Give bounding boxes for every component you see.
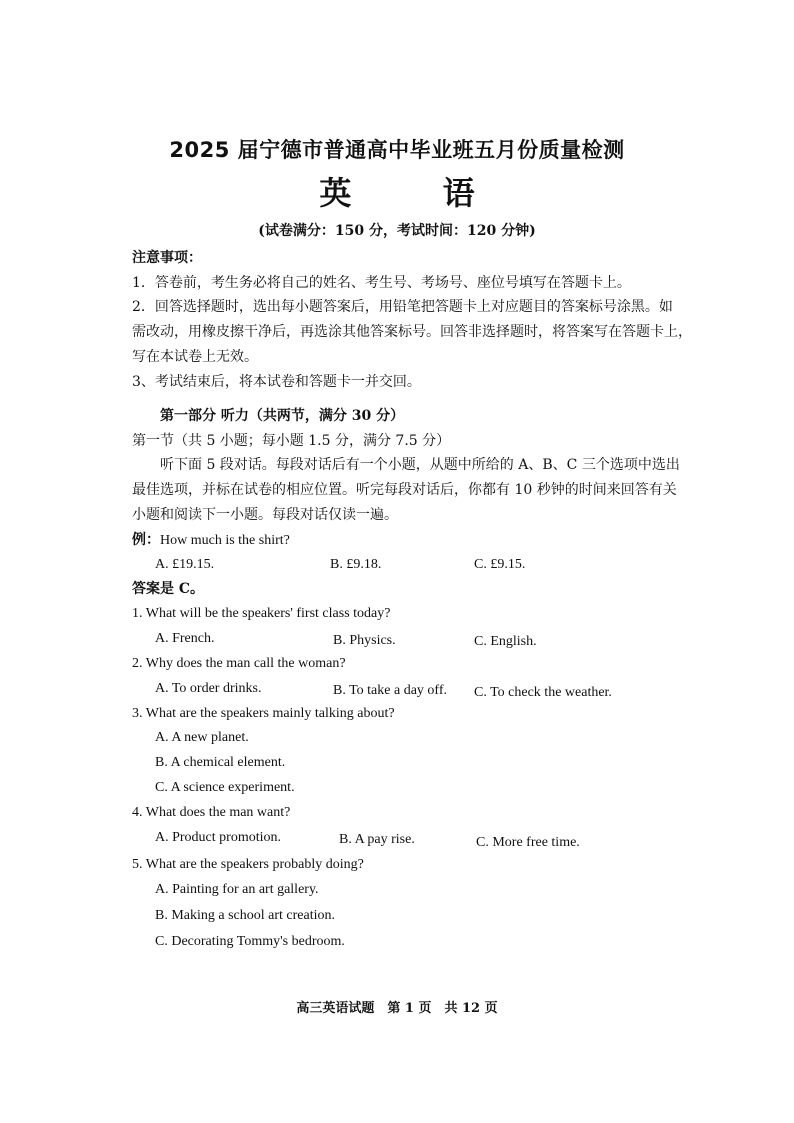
instructions-line-1: 听下面 5 段对话。每段对话后有一个小题，从题中所给的 A、B、C 三个选项中选出: [160, 457, 680, 473]
question-1: 1. What will be the speakers' first class today?: [132, 606, 391, 621]
q4-option-c: C. More free time.: [476, 835, 580, 850]
q4-option-a: A. Product promotion.: [155, 830, 281, 845]
instructions-line-3: 小题和阅读下一小题。每段对话仅读一遍。: [132, 507, 398, 523]
q3-option-c: C. A science experiment.: [155, 780, 295, 795]
q5-option-a: A. Painting for an art gallery.: [155, 882, 319, 897]
example-answer: 答案是 C。: [132, 581, 205, 597]
exam-meta: (试卷满分：150 分，考试时间：120 分钟): [258, 223, 536, 239]
q5-option-b: B. Making a school art creation.: [155, 908, 336, 923]
subject-title: 英 语: [319, 174, 515, 212]
notes-item-1: 1．答卷前，考生务必将自己的姓名、考生号、考场号、座位号填写在答题卡上。: [132, 275, 631, 291]
q3-option-b: B. A chemical element.: [155, 755, 286, 770]
example-option-a: A. £19.15.: [155, 557, 215, 572]
example-option-c: C. £9.15.: [474, 557, 526, 572]
example-label: 例：: [132, 532, 160, 548]
example-option-b: B. £9.18.: [330, 557, 382, 572]
example-question-text: How much is the shirt?: [160, 533, 290, 548]
section1-heading: 第一节（共 5 小题；每小题 1.5 分，满分 7.5 分）: [132, 433, 451, 449]
notes-item-2-line-3: 写在本试卷上无效。: [132, 349, 258, 365]
notes-item-2-line-1: 2．回答选择题时，选出每小题答案后，用铅笔把答题卡上对应题目的答案标号涂黑。如: [132, 299, 673, 315]
q4-option-b: B. A pay rise.: [339, 832, 415, 847]
q2-option-b: B. To take a day off.: [333, 683, 447, 698]
question-2: 2. Why does the man call the woman?: [132, 656, 346, 671]
q1-option-c: C. English.: [474, 634, 537, 649]
notes-item-2-line-2: 需改动，用橡皮擦干净后，再选涂其他答案标号。回答非选择题时，将答案写在答题卡上，: [132, 324, 692, 340]
q2-option-c: C. To check the weather.: [474, 685, 612, 700]
page-footer: 高三英语试题 第 1 页 共 12 页: [296, 1001, 498, 1016]
q1-option-a: A. French.: [155, 631, 215, 646]
instructions-line-2: 最佳选项，并标在试卷的相应位置。听完每段对话后，你都有 10 秒钟的时间来回答有关: [132, 482, 677, 498]
exam-title: 2025 届宁德市普通高中毕业班五月份质量检测: [169, 138, 625, 162]
part1-heading: 第一部分 听力（共两节，满分 30 分）: [160, 408, 405, 424]
notes-heading: 注意事项：: [132, 250, 202, 266]
notes-item-3: 3、考试结束后，将本试卷和答题卡一并交回。: [132, 374, 421, 390]
q5-option-c: C. Decorating Tommy's bedroom.: [155, 934, 345, 949]
question-3: 3. What are the speakers mainly talking about?: [132, 706, 395, 721]
question-5: 5. What are the speakers probably doing?: [132, 857, 364, 872]
q2-option-a: A. To order drinks.: [155, 681, 262, 696]
q3-option-a: A. A new planet.: [155, 730, 249, 745]
q1-option-b: B. Physics.: [333, 633, 396, 648]
question-4: 4. What does the man want?: [132, 805, 291, 820]
example-question: [132, 530, 290, 551]
